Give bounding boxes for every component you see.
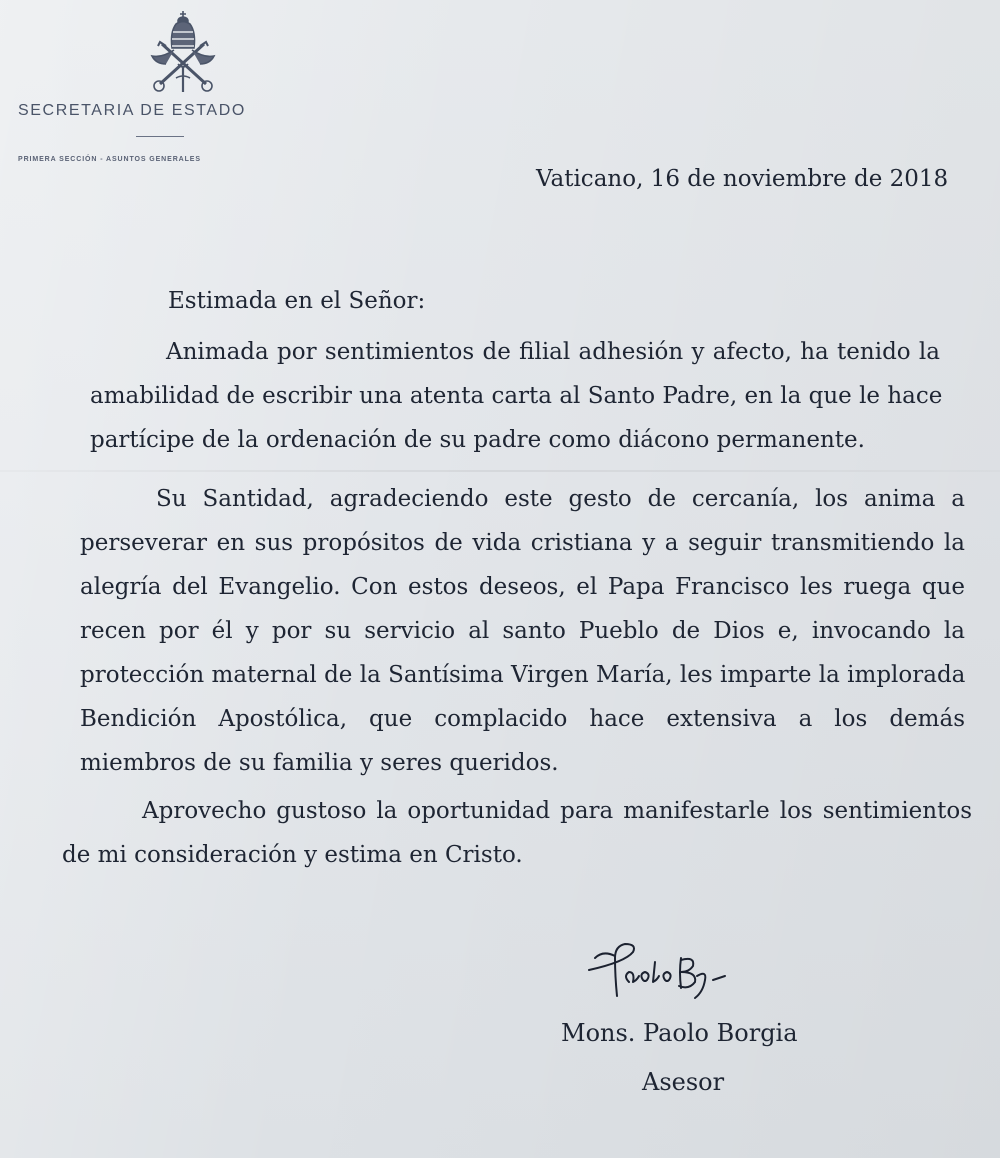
office-section: PRIMERA SECCIÓN - ASUNTOS GENERALES: [18, 156, 201, 163]
paragraph-line: partícipe de la ordenación de su padre como diácono permanente.: [90, 427, 865, 453]
office-title: SECRETARIA DE ESTADO: [18, 102, 246, 119]
salutation: Estimada en el Señor:: [168, 288, 426, 314]
letterhead-divider: [136, 136, 184, 137]
paragraph-line: recen por él y por su servicio al santo Pueblo de Dios e, invocando la: [80, 618, 965, 644]
paragraph-line: protección maternal de la Santísima Virgen María, les imparte la implorada: [80, 662, 966, 688]
handwritten-signature: [585, 936, 755, 1006]
letter-date: Vaticano, 16 de noviembre de 2018: [536, 166, 949, 192]
paragraph-line: de mi consideración y estima en Cristo.: [62, 842, 523, 868]
paragraph-line: perseverar en sus propósitos de vida cristiana y a seguir transmitiendo la: [80, 530, 965, 556]
signer-role: Asesor: [642, 1068, 725, 1096]
paragraph-line: Animada por sentimientos de filial adhesión y afecto, ha tenido la: [166, 339, 940, 365]
signer-name: Mons. Paolo Borgia: [561, 1019, 798, 1047]
paragraph-1: [90, 330, 943, 462]
paragraph-line: alegría del Evangelio. Con estos deseos, el Papa Francisco les ruega que: [80, 574, 965, 600]
papal-keys-tiara-emblem-icon: [138, 8, 228, 94]
paragraph-line: amabilidad de escribir una atenta carta al Santo Padre, en la que le hace: [90, 383, 943, 409]
paragraph-line: Su Santidad, agradeciendo este gesto de cercanía, los anima a: [156, 486, 965, 512]
paragraph-line: Bendición Apostólica, que complacido hace extensiva a los demás: [80, 706, 965, 732]
paper-fold: [0, 470, 1000, 472]
paragraph-line: miembros de su familia y seres queridos.: [80, 750, 559, 776]
paragraph-line: Aprovecho gustoso la oportunidad para manifestarle los sentimientos: [142, 798, 972, 824]
paragraph-2: [80, 477, 965, 785]
paragraph-3: [62, 789, 972, 877]
